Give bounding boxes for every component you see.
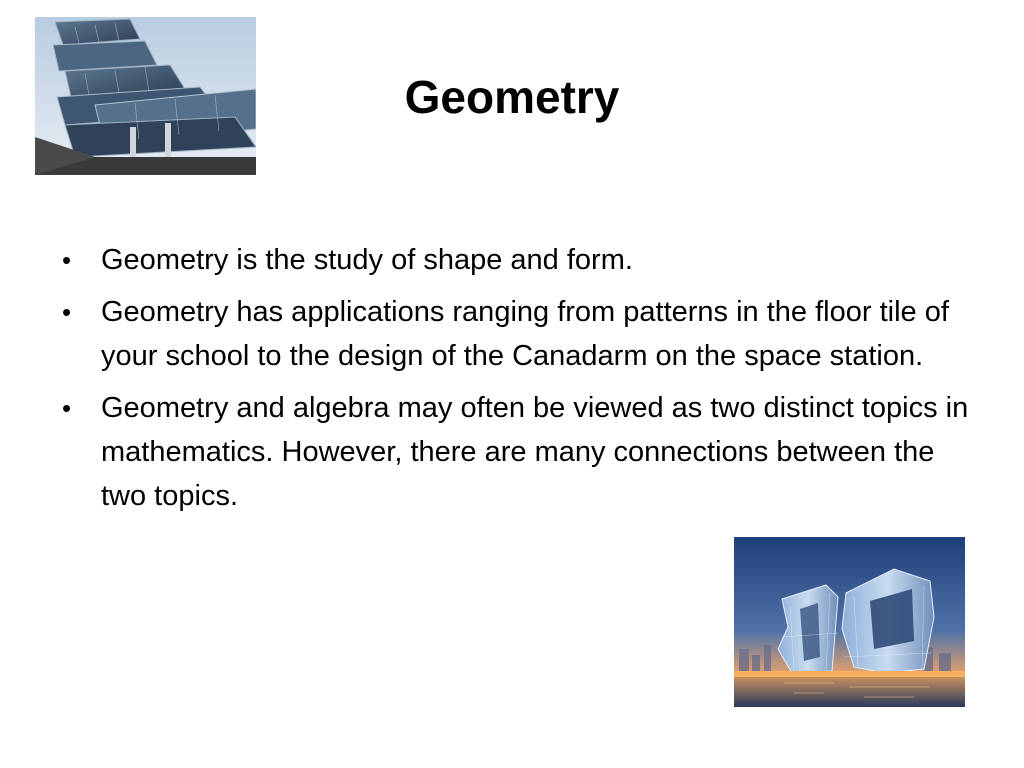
building-photo-bottom — [734, 537, 965, 707]
bullet-item — [60, 290, 975, 378]
bullet-dot-icon: • — [62, 297, 72, 327]
bullet-list — [60, 238, 975, 526]
slide-title: Geometry — [404, 71, 620, 123]
bullet-item — [60, 386, 975, 518]
bullet-dot-icon: • — [62, 245, 72, 275]
bullet-dot-icon: • — [62, 393, 72, 423]
bullet-item — [60, 238, 975, 282]
bullet-text: Geometry has applications ranging from patterns in the floor tile of your school to the design of the Canadarm on the space station. — [101, 296, 949, 372]
bullet-text: Geometry is the study of shape and form. — [101, 244, 633, 276]
bullet-text: Geometry and algebra may often be viewed as two distinct topics in mathematics. However, there are many connections between the two topics. — [101, 392, 969, 512]
